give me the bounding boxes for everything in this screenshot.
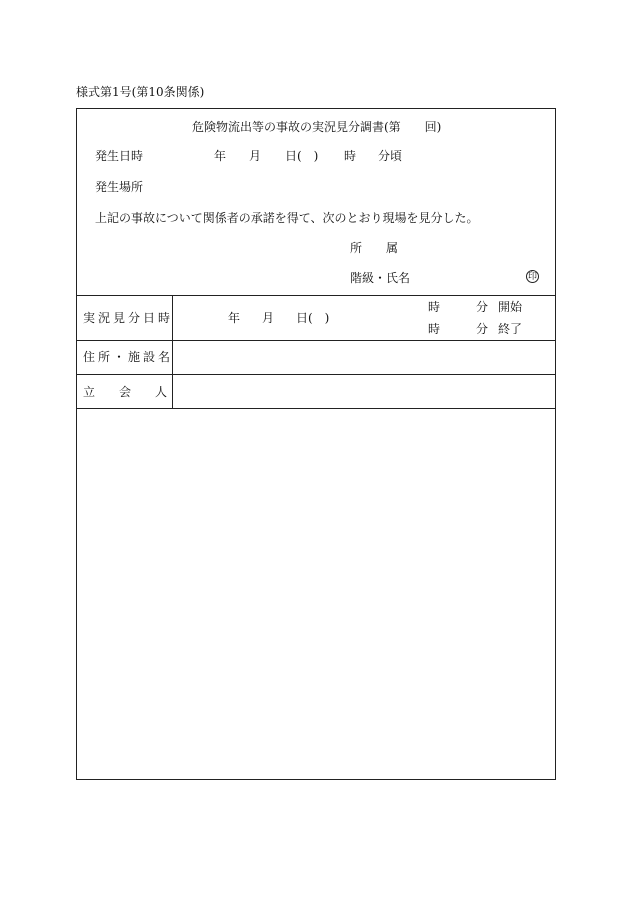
inspection-end-label: 終了 <box>498 322 523 336</box>
inspection-start-minute: 分 <box>476 300 489 314</box>
inspection-start-label: 開始 <box>498 300 523 314</box>
form-number: 様式第1号(第10条関係) <box>76 85 205 99</box>
witness-label: 立 会 人 <box>83 385 168 399</box>
inspection-end-hour: 時 <box>428 322 441 336</box>
occurrence-month: 月 <box>249 149 262 163</box>
occurrence-day: 日( ) <box>285 149 319 163</box>
notes-area[interactable] <box>77 409 555 779</box>
address-label: 住所・施設名 <box>83 350 174 364</box>
inspection-day: 日( ) <box>296 311 330 325</box>
occurrence-hour: 時 <box>344 149 357 163</box>
row-divider-2 <box>76 340 556 341</box>
inspection-year: 年 <box>228 311 241 325</box>
rank-name-label: 階級・氏名 <box>350 271 411 285</box>
occurrence-minute: 分頃 <box>378 149 403 163</box>
inspection-month: 月 <box>262 311 275 325</box>
row-divider-top <box>76 295 556 296</box>
location-label: 発生場所 <box>95 180 144 194</box>
statement-text: 上記の事故について関係者の承諾を得て、次のとおり現場を見分した。 <box>95 211 479 225</box>
inspection-start-hour: 時 <box>428 300 441 314</box>
inspection-label: 実況見分日時 <box>83 311 174 325</box>
occurrence-year: 年 <box>214 149 227 163</box>
affiliation-label: 所 属 <box>350 241 399 255</box>
row-divider-3 <box>76 374 556 375</box>
document-title: 危険物流出等の事故の実況見分調書(第 回) <box>192 120 442 134</box>
inspection-end-minute: 分 <box>476 322 489 336</box>
occurrence-label: 発生日時 <box>95 149 144 163</box>
seal-mark: 印 <box>527 272 537 282</box>
